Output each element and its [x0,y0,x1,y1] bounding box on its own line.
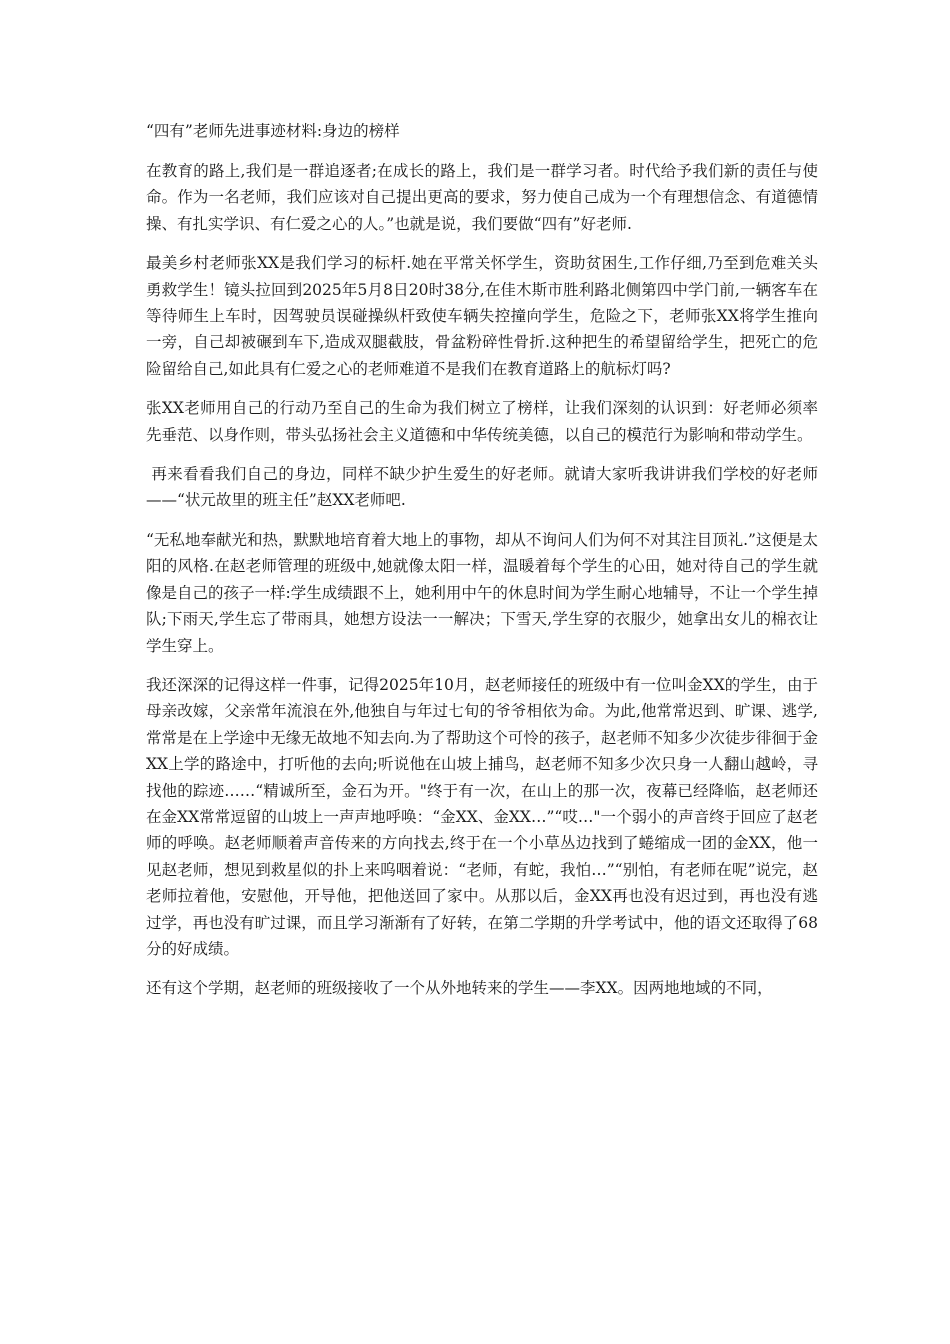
paragraph-3: 张XX老师用自己的行动乃至自己的生命为我们树立了榜样，让我们深刻的认识到：好老师必须率先垂范、以身作则，带头弘扬社会主义道德和中华传统美德，以自己的模范行为影响和带动学生。 [146,399,818,444]
paragraph-7: 还有这个学期，赵老师的班级接收了一个从外地转来的学生——李XX。因两地地域的不同， [146,979,773,998]
document-title: “四有”老师先进事迹材料:身边的榜样 [146,122,400,140]
paragraph-6: 我还深深的记得这样一件事，记得2025年10月，赵老师接任的班级中有一位叫金XX的学生，由于母亲改嫁，父亲常年流浪在外,他独自与年过七旬的爷爷相依为命。为此,他常常迟到、旷课、逃学,常常是在上学途中无缘无故地不知去向.为了帮助这个可怜的孩子，赵老师不知多少次徒步徘徊于金XX上学的路途中，打听他的去向;听说他在山坡上捕鸟，赵老师不知多少次只身一人翻山越岭，寻找他的踪迹……“精诚所至，金石为开。"终于有一次，在山上的那一次，夜幕已经降临，赵老师还在金XX常常逗留的山坡上一声声地呼唤：“金XX、金XX…”“哎…"一个弱小的声音终于回应了赵老师的呼唤。赵老师顺着声音传来的方向找去,终于在一个小草丛边找到了蜷缩成一团的金XX，他一见赵老师，想见到救星似的扑上来呜咽着说：“老师，有蛇，我怕…”“别怕，有老师在呢”说完，赵老师拉着他，安慰他，开导他，把他送回了家中。从那以后，金XX再也没有迟过到，再也没有逃过学，再也没有旷过课，而且学习渐渐有了好转，在第二学期的升学考试中，他的语文还取得了68分的好成绩。 [146,675,818,958]
document-page [146,118,818,1015]
paragraph-4: 再来看看我们自己的身边，同样不缺少护生爱生的好老师。就请大家听我讲讲我们学校的好老师——“状元故里的班主任”赵XX老师吧. [146,465,818,510]
paragraph-2: 最美乡村老师张XX是我们学习的标杆.她在平常关怀学生，资助贫困生,工作仔细,乃至到危难关头勇救学生！镜头拉回到2025年5月8日20时38分,在佳木斯市胜利路北侧第四中学门前,一辆客车在等待师生上车时，因驾驶员误碰操纵杆致使车辆失控撞向学生，危险之下，老师张XX将学生推向一旁，自己却被碾到车下,造成双腿截肢，骨盆粉碎性骨折.这种把生的希望留给学生，把死亡的危险留给自己,如此具有仁爱之心的老师难道不是我们在教育道路上的航标灯吗? [146,254,818,378]
paragraph-1: 在教育的路上,我们是一群追逐者;在成长的路上，我们是一群学习者。时代给予我们新的责任与使命。作为一名老师，我们应该对自己提出更高的要求，努力使自己成为一个有理想信念、有道德情操、有扎实学识、有仁爱之心的人。”也就是说，我们要做“四有”好老师. [146,162,818,233]
paragraph-5: “无私地奉献光和热，默默地培育着大地上的事物，却从不询问人们为何不对其注目顶礼.”这便是太阳的风格.在赵老师管理的班级中,她就像太阳一样，温暖着每个学生的心田，她对待自己的学生就像是自己的孩子一样:学生成绩跟不上，她利用中午的休息时间为学生耐心地辅导，不让一个学生掉队;下雨天,学生忘了带雨具，她想方设法一一解决；下雪天,学生穿的衣服少，她拿出女儿的棉衣让学生穿上。 [146,530,818,655]
